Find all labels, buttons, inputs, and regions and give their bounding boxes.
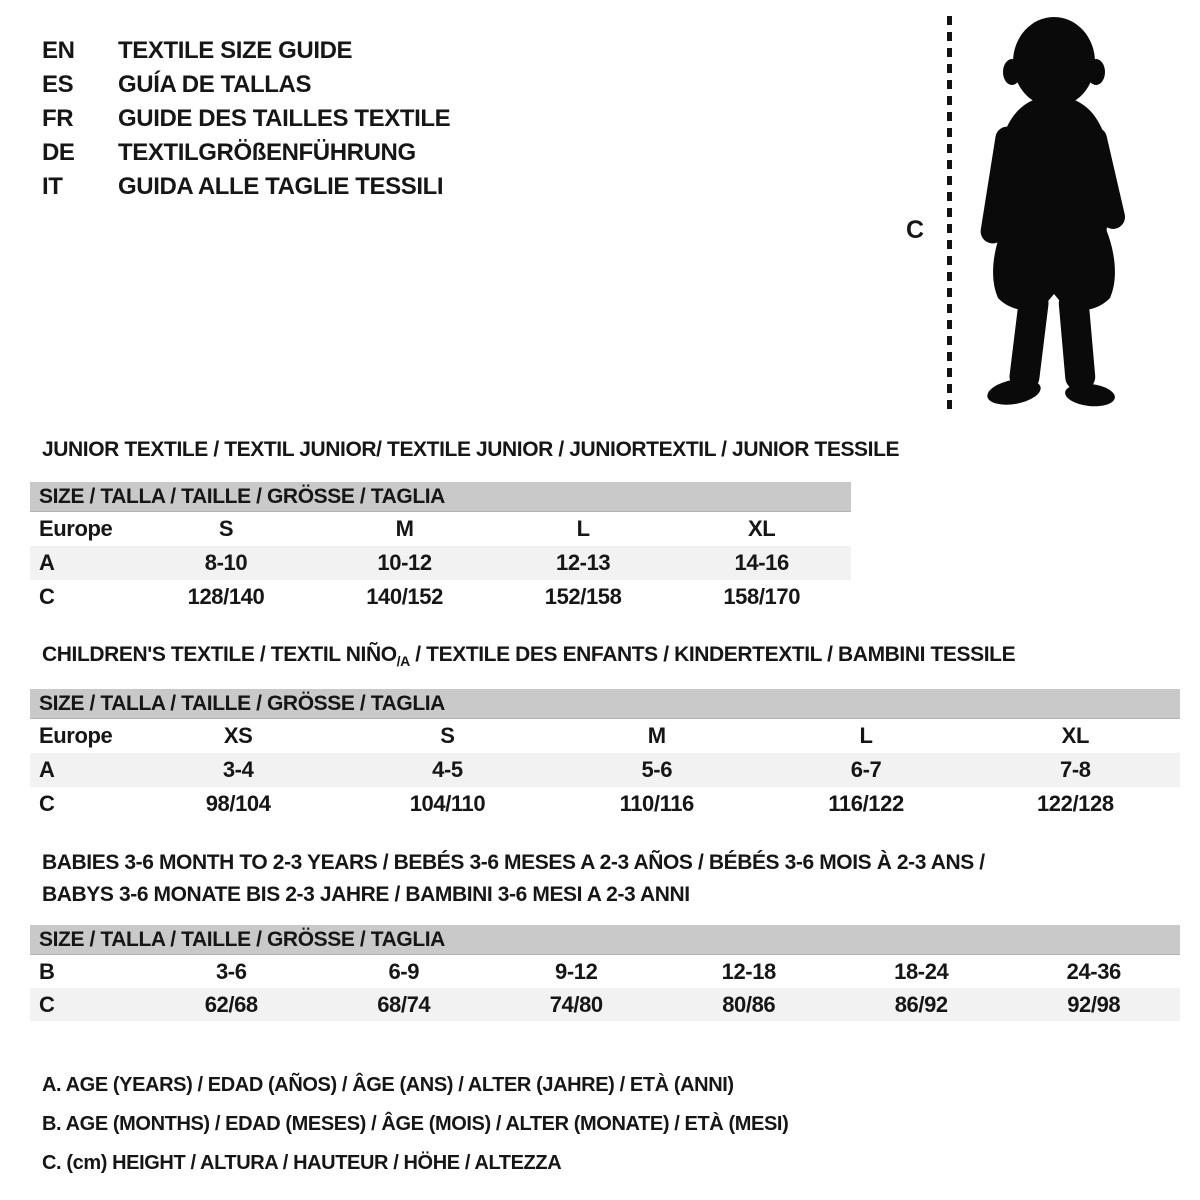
months-cell: 12-18 [721, 958, 776, 984]
lang-row-it [42, 170, 450, 204]
height-cell: 74/80 [549, 991, 603, 1017]
children-title-post: / TEXTILE DES ENFANTS / KINDERTEXTIL / BAMBINI TESSILE [409, 643, 1016, 666]
lang-code: DE [42, 139, 75, 166]
height-cell: 98/104 [205, 791, 271, 816]
children-size-table [30, 689, 1180, 821]
lang-label: TEXTILGRÖßENFÜHRUNG [118, 139, 416, 166]
size-header-bar: SIZE / TALLA / TAILLE / GRÖSSE / TAGLIA [30, 482, 851, 512]
age-cell: 4-5 [432, 757, 463, 782]
size-cell: XS [223, 723, 253, 748]
table-row-height [30, 988, 1180, 1021]
row-label: B [39, 958, 55, 984]
height-cell: 68/74 [377, 991, 431, 1017]
row-label: Europe [39, 516, 113, 541]
height-marker-label: C [906, 216, 924, 244]
language-title-list [42, 34, 450, 204]
table-row-height [30, 580, 851, 614]
age-cell: 7-8 [1060, 757, 1091, 782]
age-cell: 6-7 [850, 757, 882, 782]
lang-row-fr [42, 102, 450, 136]
height-cell: 80/86 [722, 991, 776, 1017]
row-label: A [39, 757, 55, 782]
age-cell: 14-16 [734, 550, 789, 575]
size-cell: M [647, 723, 666, 748]
lang-row-es [42, 68, 450, 102]
lang-code: ES [42, 71, 74, 98]
height-cell: 110/116 [619, 791, 694, 816]
months-cell: 24-36 [1066, 958, 1121, 984]
junior-section-title: JUNIOR TEXTILE / TEXTIL JUNIOR/ TEXTILE JUNIOR / JUNIORTEXTIL / JUNIOR TESSILE [42, 438, 900, 461]
row-label: C [39, 991, 55, 1017]
height-cell: 140/152 [366, 584, 443, 609]
size-cell: M [395, 516, 414, 541]
children-title-sub: /A [396, 653, 410, 669]
lang-code: IT [42, 173, 63, 200]
age-cell: 10-12 [377, 550, 432, 575]
age-cell: 3-4 [222, 757, 254, 782]
age-cell: 5-6 [641, 757, 673, 782]
height-cell: 92/98 [1067, 991, 1121, 1017]
babies-title-line1: BABIES 3-6 MONTH TO 2-3 YEARS / BEBÉS 3-6 MESES A 2-3 AÑOS / BÉBÉS 3-6 MOIS À 2-3 ANS / [42, 851, 985, 874]
table-row-europe [30, 512, 851, 546]
size-cell: S [440, 723, 455, 748]
lang-row-en [42, 34, 450, 68]
age-cell: 12-13 [555, 550, 611, 575]
size-header-bar: SIZE / TALLA / TAILLE / GRÖSSE / TAGLIA [30, 689, 1180, 719]
babies-section-title [42, 847, 985, 911]
months-cell: 3-6 [215, 958, 247, 984]
lang-code: FR [42, 105, 74, 132]
months-cell: 18-24 [894, 958, 949, 984]
height-cell: 86/92 [894, 991, 948, 1017]
babies-size-table [30, 925, 1180, 1021]
table-row-europe [30, 719, 1180, 753]
legend-height: C. (cm) HEIGHT / ALTURA / HAUTEUR / HÖHE / ALTEZZA [42, 1152, 562, 1174]
size-cell: L [576, 516, 590, 541]
size-cell: S [218, 516, 234, 541]
lang-label: GUÍA DE TALLAS [118, 71, 312, 98]
row-label: A [39, 550, 55, 575]
legend-age-years: A. AGE (YEARS) / EDAD (AÑOS) / ÂGE (ANS) / ALTER (JAHRE) / ETÀ (ANNI) [42, 1074, 734, 1096]
table-row-months [30, 955, 1180, 988]
table-row-age [30, 753, 1180, 787]
height-cell: 128/140 [187, 584, 265, 609]
table-row-age [30, 546, 851, 580]
size-cell: XL [1061, 723, 1089, 748]
height-cell: 62/68 [204, 991, 258, 1017]
height-cell: 116/122 [828, 791, 904, 816]
children-title-pre: CHILDREN'S TEXTILE / TEXTIL NIÑO [42, 643, 397, 666]
age-cell: 8-10 [204, 550, 248, 575]
baby-silhouette-icon [962, 14, 1142, 414]
size-cell: L [859, 723, 873, 748]
height-cell: 152/158 [544, 584, 622, 609]
row-label: Europe [39, 723, 113, 748]
junior-size-table [30, 482, 851, 614]
height-dashed-line [947, 16, 952, 416]
legend [42, 1066, 788, 1183]
lang-label: GUIDE DES TAILLES TEXTILE [118, 105, 451, 132]
height-cell: 122/128 [1036, 791, 1114, 816]
height-cell: 158/170 [723, 584, 801, 609]
lang-code: EN [42, 37, 75, 64]
legend-age-months: B. AGE (MONTHS) / EDAD (MESES) / ÂGE (MOIS) / ALTER (MONATE) / ETÀ (MESI) [42, 1113, 789, 1135]
size-header-bar: SIZE / TALLA / TAILLE / GRÖSSE / TAGLIA [30, 925, 1180, 955]
size-cell: XL [748, 516, 776, 541]
table-row-height [30, 787, 1180, 821]
months-cell: 6-9 [388, 958, 420, 984]
height-cell: 104/110 [409, 791, 486, 816]
lang-row-de [42, 136, 450, 170]
lang-label: TEXTILE SIZE GUIDE [118, 37, 353, 64]
children-section-title [42, 642, 1015, 674]
months-cell: 9-12 [555, 958, 598, 984]
babies-title-line2: BABYS 3-6 MONATE BIS 2-3 JAHRE / BAMBINI 3-6 MESI A 2-3 ANNI [42, 883, 690, 906]
row-label: C [39, 791, 55, 816]
row-label: C [39, 584, 55, 609]
lang-label: GUIDA ALLE TAGLIE TESSILI [118, 173, 444, 200]
